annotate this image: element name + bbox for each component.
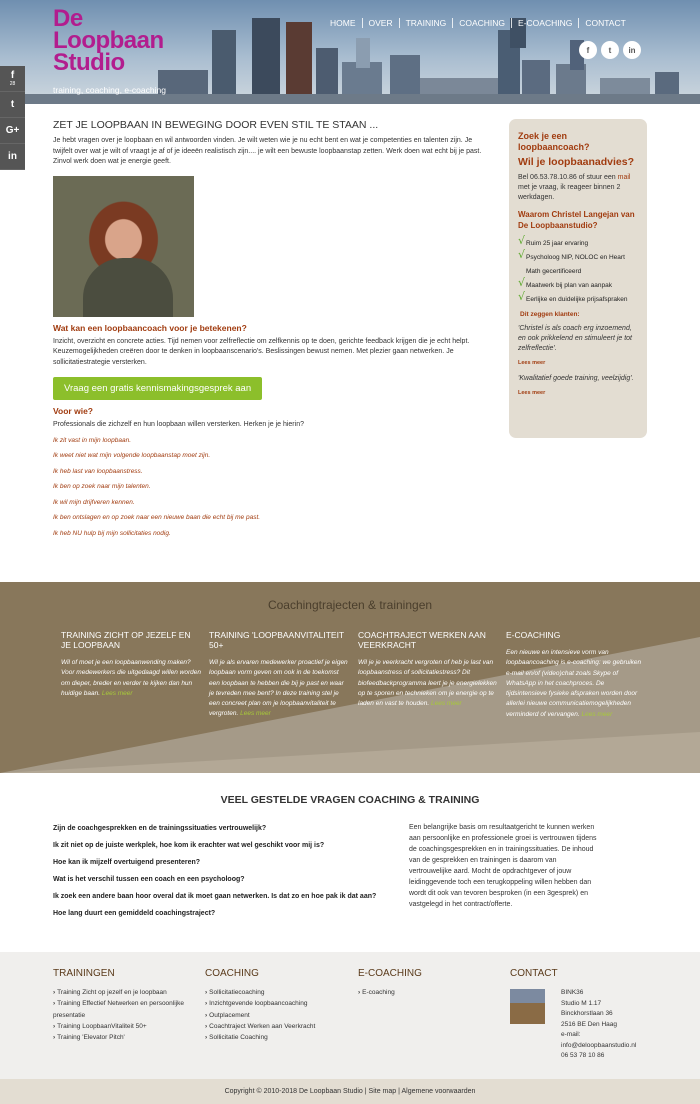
subheading: Wat kan een loopbaancoach voor je betekenen? xyxy=(53,322,247,333)
read-more-link[interactable]: Lees meer xyxy=(101,689,133,697)
intro-text: Je hebt vragen over je loopbaan en wil antwoorden vinden. Je wilt weten wie je nu echt bent en wat je competenties en talenten zijn. Je twijfelt over wat je wilt of vraagt je af of je ideeën realistisch zijn.... je wilt een bewuste loopbaanstap zetten. Werk doen wat echt bij je past. Zinvol werk doen wat je energie geeft. xyxy=(53,137,482,165)
faq-questions xyxy=(53,824,393,926)
footer-link[interactable]: › Outplacement xyxy=(205,1010,315,1021)
check-label: Eerlijke en duidelijke prijsafspraken xyxy=(526,296,628,303)
read-more-link[interactable]: Lees meer xyxy=(518,390,546,396)
read-more-link[interactable]: Lees meer xyxy=(431,700,462,708)
list-item xyxy=(518,234,638,251)
faq-question[interactable]: Ik zit niet op de juiste werkplek, hoe kom ik erachter wat wel geschikt voor mij is? xyxy=(53,842,325,849)
nav-coaching[interactable]: COACHING xyxy=(452,18,511,28)
checkmark-icon: √ xyxy=(518,234,526,247)
list-item[interactable]: Ik ben op zoek naar mijn talenten. xyxy=(53,483,151,490)
checkmark-icon: √ xyxy=(518,290,526,303)
logo-line: Studio xyxy=(53,49,125,76)
header-banner xyxy=(0,0,700,104)
coaching-card[interactable] xyxy=(209,630,349,720)
body-text: Inzicht, overzicht en concrete acties. Tijd nemen voor zelfreflectie om zelfkennis op te doen, gerichte feedback krijgen die je echt helpt. Keuzemogelijkheden creëren door te denken in loopbaanscenario's. Beslissingen bewust nemen. Met plezier gaan netwerken. Je sollicitatiestrategie versterken. xyxy=(53,337,470,366)
footer-heading: COACHING xyxy=(205,968,259,979)
checkmark-icon: √ xyxy=(518,248,526,261)
share-facebook-button[interactable] xyxy=(0,66,25,92)
social-links xyxy=(579,41,641,59)
why-heading: Waarom Christel Langejan van De Loopbaanstudio? xyxy=(518,210,635,230)
card-body: Wil je je veerkracht vergroten of heb je last van loopbaanstress of sollicitatiestress? Dit biofeedbackprogramma leert je je energielekken op te sporen en technieken om je energie op te laden en vast te houden. xyxy=(358,659,497,708)
coaching-section xyxy=(0,582,700,773)
nav-home[interactable]: HOME xyxy=(330,18,356,28)
faq-question[interactable]: Hoe kan ik mijzelf overtuigend presenteren? xyxy=(53,859,201,866)
list-item[interactable]: Ik heb last van loopbaanstress. xyxy=(53,467,143,475)
address-line: Studio M 1.17 xyxy=(561,999,602,1007)
sidebar-box xyxy=(509,119,647,438)
share-bar xyxy=(0,66,25,170)
list-item[interactable]: Ik ben ontslagen en op zoek naar een nieuwe baan die echt bij me past. xyxy=(53,514,261,521)
list-item[interactable]: Ik weet niet wat mijn volgende loopbaanstap moet zijn. xyxy=(53,452,211,459)
footer-link[interactable]: › Training Zicht op jezelf en je loopbaan xyxy=(53,987,198,998)
main-nav xyxy=(326,18,632,28)
card-text xyxy=(61,658,201,699)
checks-list xyxy=(518,234,638,307)
who-text: Professionals die zichzelf en hun loopbaan willen versterken. Herken je je hierin? xyxy=(53,421,304,428)
footer-link[interactable]: › E-coaching xyxy=(358,987,422,998)
clients-heading: Dit zeggen klanten: xyxy=(520,311,580,318)
list-item xyxy=(518,276,638,293)
coaching-card[interactable] xyxy=(358,630,498,709)
list-item[interactable]: Ik zit vast in mijn loopbaan. xyxy=(53,436,132,444)
copyright-bar: Copyright © 2010-2018 De Loopbaan Studio | Site map | Algemene voorwaarden xyxy=(0,1079,700,1104)
check-label: Psycholoog NIP, NOLOC en Heart Math gecertificeerd xyxy=(526,254,625,275)
checkmark-icon: √ xyxy=(518,276,526,289)
contact-text-pre: Bel 06.53.78.10.86 of stuur een xyxy=(518,174,618,181)
phone-number: 06 53 78 10 86 xyxy=(561,1052,605,1059)
footer-heading: CONTACT xyxy=(510,968,558,979)
footer-link[interactable]: › Training 'Elevator Pitch' xyxy=(53,1032,198,1043)
card-body: Wil je als ervaren medewerker proactief je eigen loopbaan vorm geven om ook in de toekomst een loopbaan te hebben die bij je past en waar je tevreden mee bent? In deze training stel je een concreet plan om je loopbaanvitaliteit te vergroten. xyxy=(209,659,348,718)
read-more-link[interactable]: Lees meer xyxy=(518,360,546,366)
card-text xyxy=(358,658,498,709)
sidebar-contact xyxy=(518,173,638,203)
google-plus-icon: G+ xyxy=(5,125,20,136)
nav-contact[interactable]: CONTACT xyxy=(578,18,631,28)
footer-link[interactable]: › Inzichtgevende loopbaancoaching xyxy=(205,998,315,1009)
tagline: training, coaching, e-coaching xyxy=(53,85,166,95)
main-content xyxy=(53,119,491,545)
coaching-card[interactable] xyxy=(506,630,646,720)
cta-button[interactable]: Vraag een gratis kennismakingsgesprek aan xyxy=(53,377,262,400)
twitter-icon: t xyxy=(10,99,15,110)
logo-line: Loopbaan xyxy=(53,27,164,54)
card-text xyxy=(209,658,349,720)
footer-link[interactable]: › Training Effectief Netwerken en persoonlijke presentatie xyxy=(53,998,198,1021)
facebook-icon[interactable]: f xyxy=(579,41,597,59)
coaching-card[interactable] xyxy=(61,630,201,699)
footer-heading: TRAININGEN xyxy=(53,968,115,979)
card-text xyxy=(506,648,646,720)
logo-line: De xyxy=(53,5,83,32)
linkedin-icon: in xyxy=(8,151,17,162)
coaching-heading: Coachingtrajecten & trainingen xyxy=(267,598,433,612)
footer-trainingen xyxy=(53,968,198,1043)
testimonial: 'Kwalitatief goede training, veelzijdig'. xyxy=(518,375,634,382)
faq-question[interactable]: Ik zoek een andere baan hoor overal dat ik moet gaan netwerken. Is dat zo en hoe pak ik dat aan? xyxy=(53,893,377,900)
building-photo xyxy=(510,989,545,1024)
email-link[interactable]: info@deloopbaanstudio.nl xyxy=(561,1041,637,1049)
card-title: TRAINING 'LOOPBAANVITALITEIT 50+ xyxy=(209,630,344,650)
list-item xyxy=(518,290,638,307)
page-title: ZET JE LOOPBAAN IN BEWEGING DOOR EVEN STIL TE STAAN ... xyxy=(53,119,379,131)
contact-text-post: met je vraag, ik reageer binnen 2 werkdagen. xyxy=(518,184,621,201)
faq-heading: VEEL GESTELDE VRAGEN COACHING & TRAINING xyxy=(220,794,480,806)
card-title: TRAINING ZICHT OP JEZELF EN JE LOOPBAAN xyxy=(61,630,191,650)
share-count: 28 xyxy=(9,81,16,87)
share-twitter-button[interactable] xyxy=(0,92,25,118)
faq-question[interactable]: Zijn de coachgesprekken en de trainingssituaties vertrouwelijk? xyxy=(53,825,267,832)
footer-contact xyxy=(510,968,558,987)
share-linkedin-button[interactable] xyxy=(0,144,25,170)
linkedin-icon[interactable]: in xyxy=(623,41,641,59)
check-label: Maatwerk bij plan van aanpak xyxy=(526,282,612,289)
list-item xyxy=(518,248,638,279)
address-line: BINK36 xyxy=(561,989,584,996)
faq-section xyxy=(0,794,700,917)
footer-coaching xyxy=(205,968,315,1043)
sidebar-subtitle: Wil je loopbaanadvies? xyxy=(518,156,635,168)
testimonial: 'Christel is als coach erg inzoemend, en ook prikkelend en stimuleert je tot zelfreflectie'. xyxy=(518,325,633,352)
check-label: Ruim 25 jaar ervaring xyxy=(526,240,589,247)
address-line: 2516 BE Den Haag xyxy=(561,1020,618,1028)
footer-link[interactable]: › Sollicitatie Coaching xyxy=(205,1032,315,1043)
nav-e-coaching[interactable]: E-COACHING xyxy=(511,18,578,28)
list-item[interactable]: Ik heb NU hulp bij mijn sollicitaties nodig. xyxy=(53,529,171,537)
faq-question[interactable]: Hoe lang duurt een gemiddeld coachingstraject? xyxy=(53,910,216,917)
footer-link[interactable]: › Training LoopbaanVitaliteit 50+ xyxy=(53,1021,198,1032)
card-title: COACHTRAJECT WERKEN AAN VEERKRACHT xyxy=(358,630,486,650)
share-google-button[interactable] xyxy=(0,118,25,144)
site-footer xyxy=(0,952,700,1079)
who-heading: Voor wie? xyxy=(53,406,93,416)
card-title: E-COACHING xyxy=(506,630,561,640)
causes-list xyxy=(53,437,491,546)
faq-answer: Een belangrijke basis om resultaatgericht te kunnen werken aan persoonlijke en professionele groei is vertrouwen tijdens de coachingsgesprekken en in trainingssituaties. De inhoud van de gesprekken en trainingen is daarom van vertrouwelijke aard. Mocht de opdrachtgever of jouw leidinggevende toch een terugkoppeling willen hebben dan wordt dit ook van tevoren besproken (in een 3gesprek) en vastgelegd in het contract/offerte. xyxy=(409,824,597,908)
nav-training[interactable]: TRAINING xyxy=(399,18,453,28)
footer-ecoaching xyxy=(358,968,422,998)
facebook-icon: f xyxy=(10,70,15,81)
footer-link[interactable]: › Sollicitatiecoaching xyxy=(205,987,315,998)
mail-link[interactable]: mail xyxy=(617,174,631,181)
site-logo[interactable] xyxy=(53,5,164,76)
footer-heading: E-COACHING xyxy=(358,968,422,979)
footer-link[interactable]: › Coachtraject Werken aan Veerkracht xyxy=(205,1021,315,1032)
read-more-link[interactable]: Lees meer xyxy=(581,710,613,718)
sidebar-title: Zoek je een loopbaancoach? xyxy=(518,131,590,152)
coach-portrait xyxy=(53,176,194,317)
twitter-icon[interactable]: t xyxy=(601,41,619,59)
read-more-link[interactable]: Lees meer xyxy=(240,710,271,718)
address-line: Binckhorstlaan 36 xyxy=(561,1010,613,1017)
faq-question[interactable]: Wat is het verschil tussen een coach en een psycholoog? xyxy=(53,876,245,883)
list-item[interactable]: Ik wil mijn drijfveren kennen. xyxy=(53,498,135,506)
card-body: Een nieuwe en intensieve vorm van loopbaancoaching is e-coaching: we gebruiken e-mail en/of (video)chat zoals Skype of WhatsApp in het coachproces. De tijdsintensieve fysieke afspraken worden door allerlei nieuwe communicatiemogelijkheden verminderd of vervangen. xyxy=(506,649,642,718)
contact-address xyxy=(561,988,636,1062)
nav-over[interactable]: OVER xyxy=(362,18,399,28)
address-line: e-mail: xyxy=(561,1031,581,1038)
card-body: Wil of moet je een loopbaanwending maken? Voor medewerkers die uitgedaagd willen worden om dieper, breder en verder te kijken dan hun huidige baan. xyxy=(61,659,201,697)
